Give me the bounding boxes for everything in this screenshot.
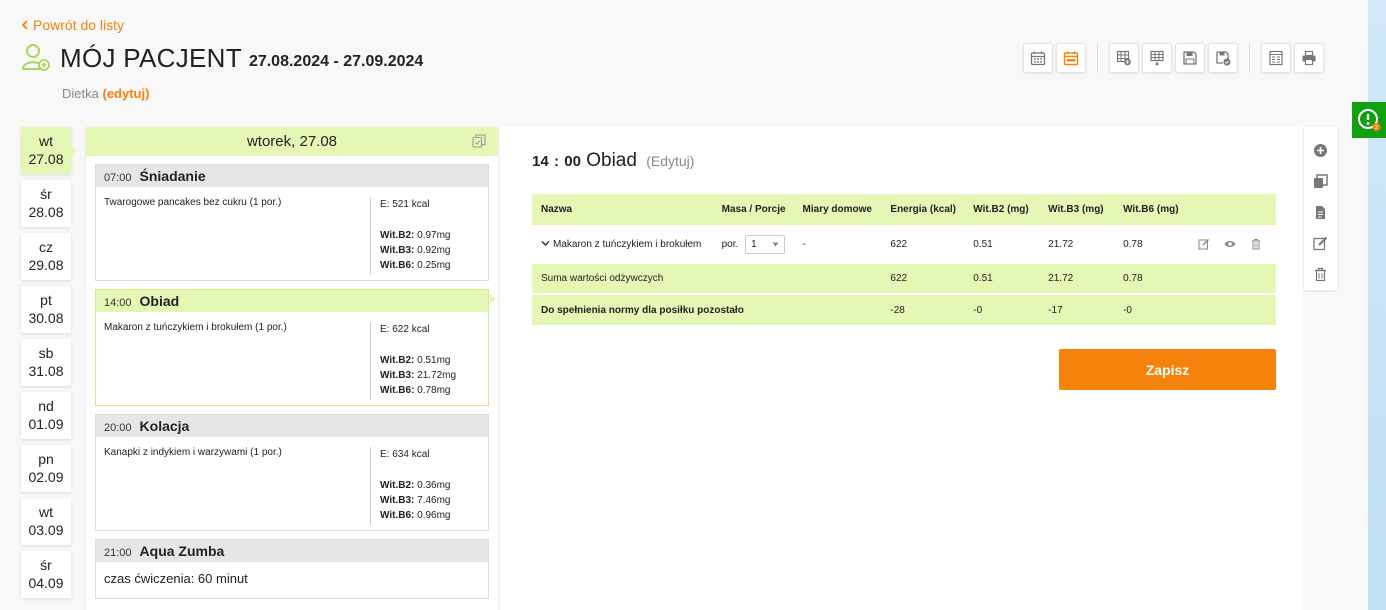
sum-empty	[1189, 263, 1276, 294]
nutrient-value: 0.36mg	[414, 480, 451, 491]
meal-nutrients	[371, 322, 456, 400]
trash-icon	[1313, 267, 1328, 282]
energy-cell: 622	[881, 225, 964, 263]
save-check-icon	[1215, 50, 1231, 66]
meal-b6	[380, 383, 456, 398]
meal-nutrients	[371, 197, 451, 275]
nutrient-value: 0.51mg	[414, 355, 451, 366]
patient-name: MÓJ PACJENT	[60, 43, 242, 73]
toolbar-divider	[1097, 43, 1098, 73]
sum-row	[532, 263, 1276, 294]
col-b6: Wit.B6 (mg)	[1114, 194, 1189, 225]
meal-energy: E: 622 kcal	[380, 324, 430, 335]
dish-name: Makaron z tuńczykiem i brokułem	[553, 238, 702, 250]
meal-name: Kolacja	[139, 418, 190, 434]
day-of-week: pt	[40, 292, 52, 308]
add-product-button[interactable]	[1313, 135, 1328, 166]
nutrient-value: 0.96mg	[414, 510, 451, 521]
nutrient-label: Wit.B6:	[380, 385, 415, 396]
portion-select[interactable]	[745, 235, 785, 254]
remaining-energy: -28	[881, 294, 964, 325]
meal-time-hour: 14	[532, 153, 549, 170]
day-title: wtorek, 27.08	[246, 133, 338, 150]
duplicate-button[interactable]	[1313, 166, 1328, 197]
b3-cell: 21.72	[1039, 225, 1114, 263]
day-item[interactable]	[21, 286, 71, 333]
back-label[interactable]: Powrót do listy	[33, 17, 125, 33]
col-portion: Masa / Porcje	[713, 194, 794, 225]
edit-icon[interactable]	[1198, 238, 1210, 250]
toolbar	[1023, 43, 1327, 73]
meal-dish: Twarogowe pancakes bez cukru (1 por.)	[104, 197, 371, 275]
meal-name: Śniadanie	[139, 168, 206, 184]
meal-name: Obiad	[139, 293, 180, 309]
day-item[interactable]	[21, 127, 71, 174]
save-template-button[interactable]	[1175, 43, 1205, 73]
day-of-week: nd	[38, 398, 54, 414]
edit-square-icon	[1313, 236, 1328, 251]
meal-time-separator: :	[553, 153, 559, 170]
remaining-b2: -0	[964, 294, 1039, 325]
household-cell: -	[794, 225, 882, 263]
sum-b3: 21.72	[1039, 263, 1114, 294]
document-button[interactable]	[1313, 197, 1328, 228]
b2-cell: 0.51	[964, 225, 1039, 263]
meal-title: Obiad	[586, 150, 637, 171]
day-of-week: śr	[40, 186, 52, 202]
meal-b2	[380, 353, 456, 368]
meal-header	[96, 165, 488, 187]
nutrient-label: Wit.B3:	[380, 495, 415, 506]
exercise-name: Aqua Zumba	[139, 543, 225, 559]
sum-b6: 0.78	[1114, 263, 1189, 294]
meal-dish: Kanapki z indykiem i warzywami (1 por.)	[104, 447, 371, 525]
back-to-list-link[interactable]	[21, 17, 124, 33]
delete-meal-button[interactable]	[1313, 259, 1328, 290]
meal-detail-panel	[500, 127, 1303, 610]
b6-cell: 0.78	[1114, 225, 1189, 263]
day-item[interactable]	[21, 498, 71, 545]
meal-table	[532, 194, 1276, 325]
meal-time: 07:00	[104, 172, 132, 184]
sum-label: Suma wartości odżywczych	[532, 263, 881, 294]
day-of-week: wt	[39, 133, 53, 149]
meal-header	[96, 290, 488, 312]
sum-b2: 0.51	[964, 263, 1039, 294]
nutrient-label: Wit.B3:	[380, 245, 415, 256]
save-approve-button[interactable]	[1208, 43, 1238, 73]
edit-meal-button[interactable]	[1313, 228, 1328, 259]
calendar-week-icon	[1063, 50, 1079, 66]
diet-label	[62, 86, 149, 101]
day-of-week: sb	[38, 345, 54, 361]
patient-header	[21, 42, 423, 74]
portion-value: 1	[751, 238, 757, 250]
meal-b2	[380, 478, 451, 493]
document-icon	[1313, 205, 1328, 220]
table-import-button[interactable]	[1142, 43, 1172, 73]
summary-button[interactable]	[1261, 43, 1291, 73]
nutrient-label: Wit.B3:	[380, 370, 415, 381]
day-item[interactable]	[21, 339, 71, 386]
diet-edit-link[interactable]: (edytuj)	[102, 86, 150, 101]
nutrient-label: Wit.B2:	[380, 230, 415, 241]
day-date: 29.08	[28, 257, 64, 273]
remaining-row	[532, 294, 1276, 325]
patient-date-range: 27.08.2024 - 27.09.2024	[248, 53, 424, 70]
nutrient-label: Wit.B2:	[380, 355, 415, 366]
floppy-disk-icon	[1182, 50, 1198, 66]
day-of-week: cz	[39, 239, 53, 255]
patient-add-icon	[21, 42, 51, 72]
table-add-icon	[1116, 50, 1132, 66]
window-edge	[1368, 0, 1386, 610]
spreadsheet-icon	[1268, 50, 1284, 66]
nutrient-label: Wit.B6:	[380, 260, 415, 271]
col-b3: Wit.B3 (mg)	[1039, 194, 1114, 225]
col-b2: Wit.B2 (mg)	[964, 194, 1039, 225]
meal-b3	[380, 493, 451, 508]
meal-time: 20:00	[104, 422, 132, 434]
table-header-row	[532, 194, 1276, 225]
day-item[interactable]	[21, 180, 71, 227]
day-date: 01.09	[28, 416, 64, 432]
meal-card[interactable]	[95, 289, 489, 406]
nutrient-label: Wit.B6:	[380, 510, 415, 521]
meal-energy: E: 521 kcal	[380, 199, 430, 210]
nutrient-value: 0.78mg	[414, 385, 451, 396]
add-template-button[interactable]	[1109, 43, 1139, 73]
calendar-button[interactable]	[1023, 43, 1053, 73]
portion-label: por.	[721, 238, 739, 250]
chevron-left-icon	[21, 20, 29, 30]
nutrient-value: 0.25mg	[414, 260, 451, 271]
table-row	[532, 225, 1276, 263]
chevron-down-icon[interactable]	[541, 240, 550, 247]
dish-name-cell[interactable]	[532, 225, 713, 263]
meal-b3	[380, 243, 451, 258]
day-of-week: pn	[38, 451, 54, 467]
nutrient-value: 0.92mg	[414, 245, 451, 256]
meal-b6	[380, 508, 451, 523]
meal-energy: E: 634 kcal	[380, 449, 430, 460]
day-item[interactable]	[21, 233, 71, 280]
exercise-duration: czas ćwiczenia: 60 minut	[104, 571, 248, 586]
day-item[interactable]	[21, 392, 71, 439]
meal-b3	[380, 368, 456, 383]
day-date: 31.08	[28, 363, 64, 379]
nutrient-value: 0.97mg	[414, 230, 451, 241]
plus-circle-icon	[1313, 143, 1328, 158]
day-of-week: śr	[40, 557, 52, 573]
exercise-header	[96, 540, 488, 562]
copy-day-icon[interactable]	[472, 134, 486, 148]
remaining-b6: -0	[1114, 294, 1189, 325]
day-date: 28.08	[28, 204, 64, 220]
actions-cell	[1189, 225, 1276, 263]
exclamation-circle-icon	[1357, 108, 1381, 132]
copy-icon	[1313, 174, 1328, 189]
meal-b2	[380, 228, 451, 243]
toolbar-divider	[1249, 43, 1250, 73]
day-date: 04.09	[28, 575, 64, 591]
remaining-b3: -17	[1039, 294, 1114, 325]
table-download-icon	[1149, 50, 1165, 66]
day-date: 02.09	[28, 469, 64, 485]
day-item[interactable]	[21, 445, 71, 492]
col-actions	[1189, 194, 1276, 225]
printer-icon	[1301, 50, 1317, 66]
meal-header	[96, 415, 488, 437]
print-button[interactable]	[1294, 43, 1324, 73]
nutrient-label: Wit.B2:	[380, 480, 415, 491]
day-of-week: wt	[39, 504, 53, 520]
meal-nutrients	[371, 447, 451, 525]
meal-dish: Makaron z tuńczykiem i brokułem (1 por.)	[104, 322, 371, 400]
calendar-icon	[1030, 50, 1046, 66]
day-list	[21, 127, 71, 604]
col-household: Miary domowe	[794, 194, 882, 225]
meal-time-minute: 00	[564, 153, 581, 170]
meal-detail-title	[532, 150, 694, 172]
remaining-label: Do spełnienia normy dla posiłku pozostało	[532, 294, 881, 325]
diet-name: Dietka	[62, 86, 99, 101]
alert-count: 2	[1374, 125, 1379, 131]
nutrient-value: 21.72mg	[414, 370, 457, 381]
col-energy: Energia (kcal)	[881, 194, 964, 225]
exercise-time: 21:00	[104, 547, 132, 559]
meal-card[interactable]	[95, 164, 489, 281]
day-date: 27.08	[28, 151, 64, 167]
day-plan-column	[86, 127, 498, 610]
portion-cell	[713, 225, 794, 263]
remaining-empty	[1189, 294, 1276, 325]
trash-icon[interactable]	[1250, 238, 1262, 250]
week-view-button[interactable]	[1056, 43, 1086, 73]
col-name: Nazwa	[532, 194, 713, 225]
day-item[interactable]	[21, 551, 71, 598]
nutrient-value: 7.46mg	[414, 495, 451, 506]
save-button[interactable]: Zapisz	[1059, 349, 1276, 390]
alerts-button[interactable]	[1352, 102, 1386, 138]
caret-down-icon	[772, 242, 779, 247]
meal-b6	[380, 258, 451, 273]
day-header	[86, 127, 498, 156]
eye-icon[interactable]	[1224, 238, 1236, 250]
exercise-card[interactable]	[95, 539, 489, 599]
sum-energy: 622	[881, 263, 964, 294]
meal-time: 14:00	[104, 297, 132, 309]
day-date: 30.08	[28, 310, 64, 326]
side-action-bar	[1304, 127, 1337, 290]
edit-meal-link[interactable]: (Edytuj)	[646, 153, 695, 169]
meal-card[interactable]	[95, 414, 489, 531]
day-date: 03.09	[28, 522, 64, 538]
